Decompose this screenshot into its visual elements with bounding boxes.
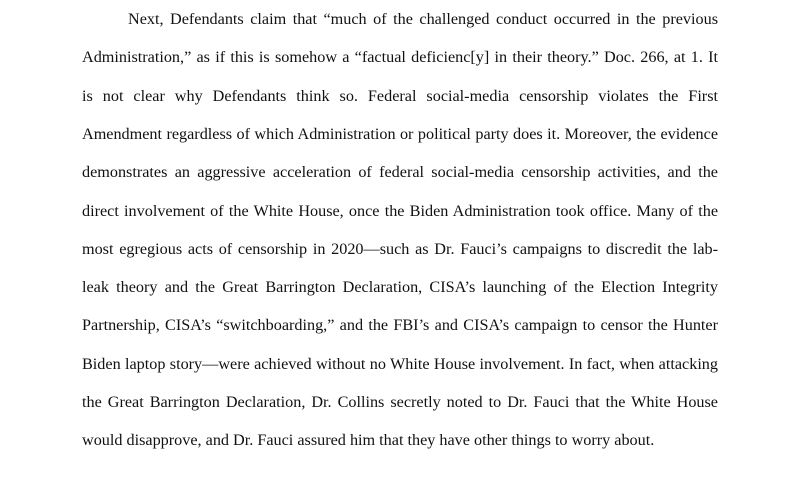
paragraph-line: leak theory and the Great Barrington Declaration, CISA’s launching of the Election Integrity [82,278,718,296]
paragraph-line: the Great Barrington Declaration, Dr. Collins secretly noted to Dr. Fauci that the White House [82,393,718,411]
paragraph-line: Partnership, CISA’s “switchboarding,” and the FBI’s and CISA’s campaign to censor the Hunter [82,316,718,334]
paragraph-line: Administration,” as if this is somehow a “factual deficienc[y] in their theory.” Doc. 266, at 1. It [82,48,718,66]
paragraph-line: most egregious acts of censorship in 2020—such as Dr. Fauci’s campaigns to discredit the lab- [82,240,718,258]
paragraph-line: would disapprove, and Dr. Fauci assured him that they have other things to worry about. [82,431,655,449]
paragraph-line: Amendment regardless of which Administration or political party does it. Moreover, the evidence [82,125,718,143]
paragraph-line: Next, Defendants claim that “much of the challenged conduct occurred in the previous [128,10,718,28]
paragraph-line: direct involvement of the White House, once the Biden Administration took office. Many of the [82,202,718,220]
paragraph-line: Biden laptop story—were achieved without no White House involvement. In fact, when attacking [82,355,718,373]
paragraph-line: demonstrates an aggressive acceleration of federal social-media censorship activities, and the [82,163,718,181]
paragraph-line: is not clear why Defendants think so. Federal social-media censorship violates the First [82,87,718,105]
